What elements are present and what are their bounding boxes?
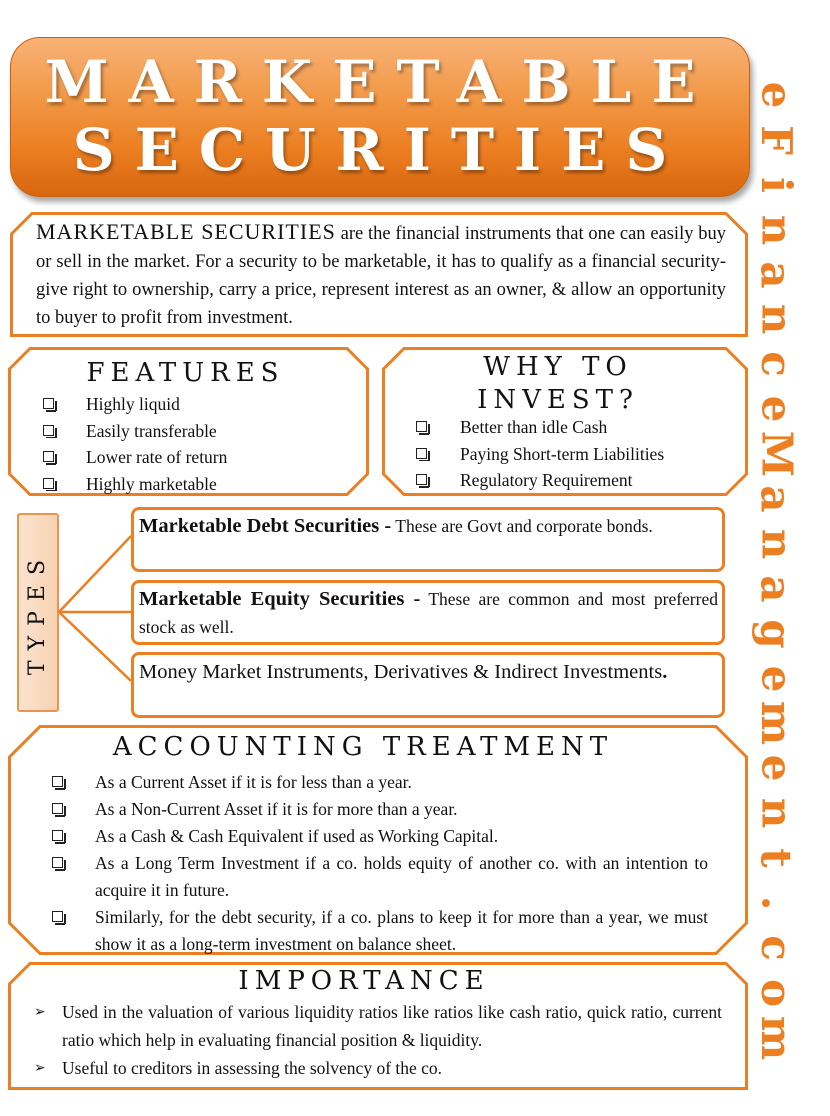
checkbox-bullet-icon bbox=[52, 857, 63, 868]
checkbox-bullet-icon bbox=[416, 421, 427, 432]
type-debt-desc: These are Govt and corporate bonds. bbox=[391, 516, 653, 536]
type-money-market-end: . bbox=[662, 661, 668, 683]
list-item bbox=[52, 769, 708, 796]
why-invest-heading-line-1: WHY TO bbox=[483, 352, 633, 382]
list-item-text: Lower rate of return bbox=[86, 447, 228, 467]
why-invest-box bbox=[382, 347, 748, 496]
site-name-letter: n bbox=[751, 214, 801, 245]
list-item-text: Used in the valuation of various liquidity ratios like ratios like cash ratio, quick ratio, current ratio which help in evaluating financial position & liquidity. bbox=[62, 1002, 722, 1050]
site-name-letter: a bbox=[752, 260, 801, 289]
site-name-letter: n bbox=[751, 797, 801, 829]
list-item-text: Highly marketable bbox=[86, 473, 217, 494]
type-equity-desc: These are common and most preferred stock as well. bbox=[139, 589, 718, 637]
list-item bbox=[52, 904, 708, 958]
list-item-text: Easily transferable bbox=[86, 420, 217, 441]
site-name-letter: c bbox=[751, 935, 801, 961]
site-name-letter: e bbox=[751, 665, 801, 692]
title-banner bbox=[10, 37, 750, 197]
site-name-letter: e bbox=[751, 395, 801, 423]
list-item bbox=[52, 796, 708, 823]
checkbox-bullet-icon bbox=[416, 474, 427, 485]
type-money-market-text: Money Market Instruments, Derivatives & Indirect Investments bbox=[139, 661, 663, 683]
site-name-letter: M bbox=[752, 430, 801, 478]
why-invest-list bbox=[416, 414, 748, 494]
list-item bbox=[52, 850, 708, 904]
list-item-text: Better than idle Cash bbox=[460, 417, 608, 437]
site-name-letter: n bbox=[751, 304, 801, 335]
types-label-tab bbox=[17, 513, 59, 712]
list-item-text: As a Long Term Investment if a co. holds equity of another co. with an intention to acquire it in future. bbox=[95, 853, 708, 900]
list-item-text: As a Non-Current Asset if it is for more than a year. bbox=[95, 799, 458, 819]
type-money-market bbox=[131, 652, 725, 718]
accounting-box bbox=[8, 725, 748, 955]
features-box bbox=[8, 347, 369, 496]
types-label: TYPES bbox=[25, 549, 51, 676]
definition-box bbox=[10, 212, 748, 337]
type-equity-securities bbox=[131, 580, 725, 645]
importance-box bbox=[8, 962, 748, 1090]
importance-list bbox=[34, 998, 722, 1082]
site-name-vertical bbox=[752, 74, 800, 1059]
definition-body: are the financial instruments that one can easily buy or sell in the market. For a security to be marketable, it has to qualify as a financial security- give right to ownership, carry a price, represent interest as an owner, & allow an opportunity to buyer to profit from investment. bbox=[36, 224, 726, 328]
arrow-bullet-icon: ➢ bbox=[34, 1060, 46, 1076]
site-name-letter: o bbox=[751, 978, 801, 1007]
site-name-letter: e bbox=[751, 754, 801, 782]
type-debt-securities bbox=[131, 507, 725, 572]
features-list bbox=[43, 391, 369, 497]
type-debt-title: Marketable Debt Securities - bbox=[139, 515, 392, 537]
list-item bbox=[43, 444, 369, 471]
why-invest-heading-line-2: INVEST? bbox=[477, 385, 639, 415]
list-item bbox=[43, 391, 369, 418]
list-item-text: Regulatory Requirement bbox=[460, 470, 633, 490]
title-line-1: MARKETABLE bbox=[44, 48, 716, 116]
site-name-letter: a bbox=[752, 485, 801, 513]
list-item bbox=[34, 998, 722, 1054]
list-item-text: Useful to creditors in assessing the solvency of the co. bbox=[62, 1058, 443, 1078]
site-name-letter: F bbox=[751, 124, 801, 155]
list-item-text: Paying Short-term Liabilities bbox=[460, 443, 665, 464]
checkbox-bullet-icon bbox=[43, 451, 54, 462]
site-name-letter: i bbox=[752, 176, 801, 193]
accounting-heading: ACCOUNTING TREATMENT bbox=[112, 732, 614, 762]
list-item-text: As a Current Asset if it is for less than a year. bbox=[95, 772, 412, 792]
list-item bbox=[34, 1054, 722, 1082]
site-name-letter: t bbox=[752, 848, 801, 868]
checkbox-bullet-icon bbox=[52, 803, 63, 814]
checkbox-bullet-icon bbox=[43, 398, 54, 409]
site-name-letter: m bbox=[751, 701, 801, 746]
list-item bbox=[416, 414, 748, 441]
importance-heading: IMPORTANCE bbox=[238, 966, 490, 996]
site-name-letter: c bbox=[751, 351, 801, 378]
features-heading: FEATURES bbox=[86, 358, 285, 388]
checkbox-bullet-icon bbox=[52, 830, 63, 841]
site-name-letter: m bbox=[751, 1015, 801, 1060]
title-line-2: SECURITIES bbox=[72, 116, 688, 184]
list-item-text: As a Cash & Cash Equivalent if used as Working Capital. bbox=[95, 826, 499, 846]
site-name-letter: a bbox=[752, 575, 801, 603]
site-name-letter: e bbox=[751, 81, 801, 109]
accounting-list bbox=[52, 769, 708, 958]
list-item bbox=[416, 441, 748, 468]
site-name-letter: n bbox=[751, 528, 801, 560]
list-item bbox=[43, 471, 369, 498]
list-item bbox=[43, 418, 369, 445]
definition-lead: MARKETABLE SECURITIES bbox=[36, 219, 336, 244]
checkbox-bullet-icon bbox=[52, 776, 63, 787]
list-item-text: Highly liquid bbox=[86, 394, 180, 414]
checkbox-bullet-icon bbox=[52, 911, 63, 922]
site-name-letter: g bbox=[752, 619, 801, 649]
list-item bbox=[416, 467, 748, 494]
type-equity-title: Marketable Equity Securities - bbox=[139, 588, 421, 610]
definition-text bbox=[10, 212, 748, 332]
list-item bbox=[52, 823, 708, 850]
site-name-letter: . bbox=[752, 895, 801, 911]
arrow-bullet-icon: ➢ bbox=[34, 1004, 46, 1020]
checkbox-bullet-icon bbox=[416, 448, 427, 459]
checkbox-bullet-icon bbox=[43, 425, 54, 436]
checkbox-bullet-icon bbox=[43, 478, 54, 489]
list-item-text: Similarly, for the debt security, if a co. plans to keep it for more than a year, we must show it as a long-term investment on balance sheet. bbox=[95, 907, 708, 954]
